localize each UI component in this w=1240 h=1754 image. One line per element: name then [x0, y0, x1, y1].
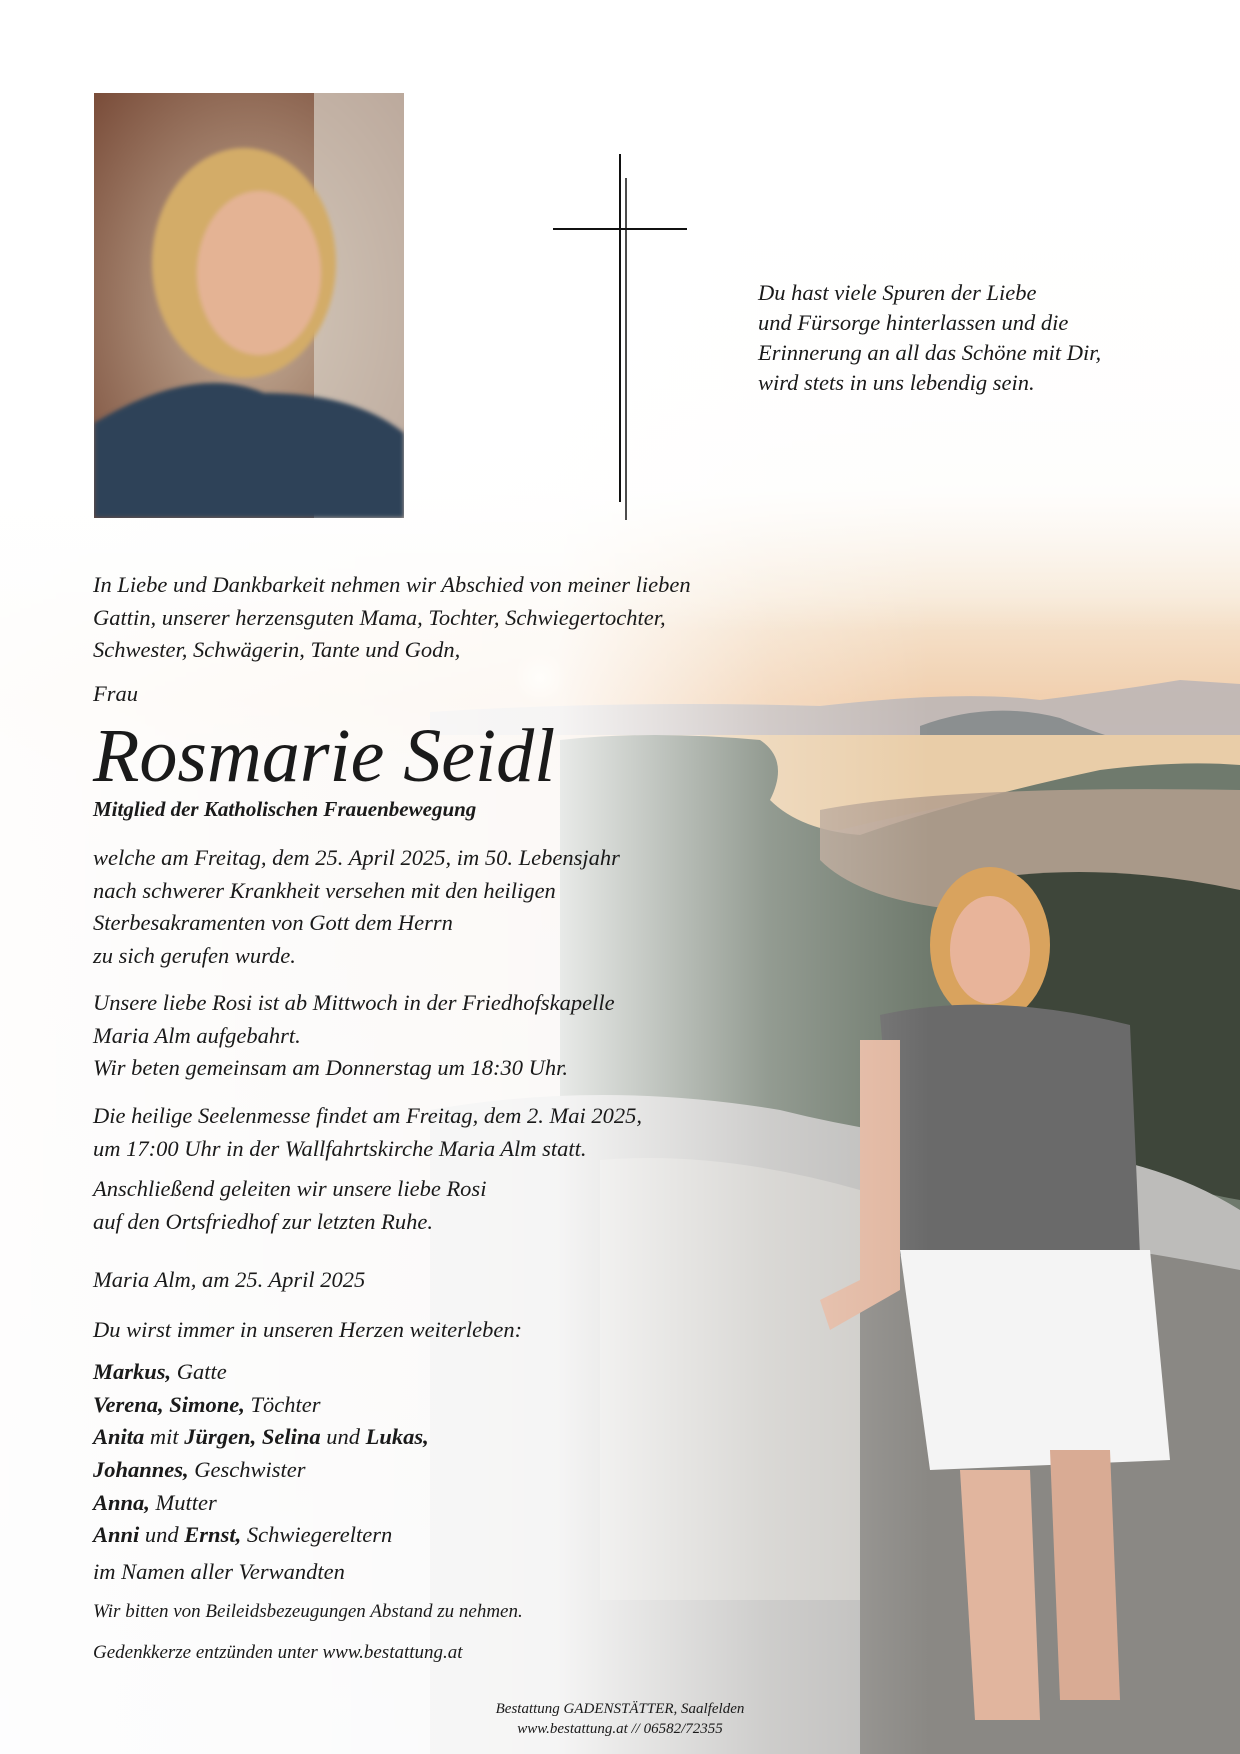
death-line: Sterbesakramenten von Gott dem Herrn: [93, 910, 453, 935]
mourner-name: Anna,: [93, 1489, 150, 1515]
death-line: zu sich gerufen wurde.: [93, 942, 296, 968]
mourner-name: Jürgen, Selina: [184, 1424, 321, 1450]
farewell-intro: [93, 569, 833, 667]
mourner-line: [93, 1487, 793, 1520]
intro-line: In Liebe und Dankbarkeit nehmen wir Abschied von meiner lieben: [93, 572, 691, 597]
mass-notice: [93, 1100, 793, 1165]
mourner-relation: Töchter: [244, 1391, 321, 1417]
burial-notice: [93, 1173, 793, 1238]
salutation: Frau: [93, 681, 138, 706]
viewing-line: Unsere liebe Rosi ist ab Mittwoch in der Friedhofskapelle: [93, 990, 615, 1015]
cross-icon: [550, 152, 690, 522]
membership-line: Mitglied der Katholischen Frauenbewegung: [93, 797, 477, 821]
burial-line: Anschließend geleiten wir unsere liebe Rosi: [93, 1176, 487, 1201]
death-notice: [93, 842, 793, 972]
viewing-line: Maria Alm aufgebahrt.: [93, 1022, 301, 1048]
death-line: nach schwerer Krankheit versehen mit den heiligen: [93, 877, 556, 903]
mourner-line: [93, 1454, 793, 1487]
mourner-connector: und: [320, 1424, 366, 1450]
mourner-connector: mit: [144, 1424, 185, 1450]
intro-line: Gattin, unserer herzensguten Mama, Tochter, Schwiegertochter,: [93, 604, 666, 630]
mass-line: Die heilige Seelenmesse findet am Freitag, dem 2. Mai 2025,: [93, 1103, 643, 1128]
burial-line: auf den Ortsfriedhof zur letzten Ruhe.: [93, 1208, 433, 1234]
mourner-line: [93, 1519, 793, 1552]
mourners-list: [93, 1356, 793, 1589]
mass-line: um 17:00 Uhr in der Wallfahrtskirche Maria Alm statt.: [93, 1135, 587, 1161]
mourner-connector: und: [139, 1522, 185, 1548]
mourner-relation: Geschwister: [188, 1457, 306, 1483]
verse-line: Du hast viele Spuren der Liebe: [758, 280, 1037, 305]
verse-line: Erinnerung an all das Schöne mit Dir,: [758, 340, 1102, 365]
footer-contact: www.bestattung.at // 06582/72355: [517, 1721, 723, 1737]
place-date: Maria Alm, am 25. April 2025: [93, 1267, 366, 1292]
mourner-line: im Namen aller Verwandten: [93, 1559, 345, 1585]
memorial-verse: [758, 278, 1178, 398]
mourner-line: [93, 1356, 793, 1389]
remembrance-line: Du wirst immer in unseren Herzen weiterleben:: [93, 1317, 523, 1342]
viewing-line: Wir beten gemeinsam am Donnerstag um 18:30 Uhr.: [93, 1055, 568, 1080]
viewing-notice: [93, 987, 793, 1085]
death-line: welche am Freitag, dem 25. April 2025, im 50. Lebensjahr: [93, 845, 620, 870]
mourner-relation: Schwiegereltern: [241, 1522, 393, 1548]
mourner-relation: Gatte: [171, 1359, 227, 1384]
footer-name: Bestattung GADENSTÄTTER, Saalfelden: [495, 1701, 745, 1717]
verse-line: und Fürsorge hinterlassen und die: [758, 310, 1069, 335]
mourner-name: Anni: [93, 1522, 140, 1548]
verse-line: wird stets in uns lebendig sein.: [758, 370, 1035, 395]
intro-line: Schwester, Schwägerin, Tante und Godn,: [93, 637, 461, 662]
mourner-name: Ernst,: [184, 1522, 242, 1548]
mourner-name: Johannes,: [93, 1457, 189, 1483]
deceased-name: Rosmarie Seidl: [93, 714, 556, 798]
condolence-note: Wir bitten von Beileidsbezeugungen Abstand zu nehmen.: [93, 1601, 523, 1622]
mourner-relation: Mutter: [149, 1489, 217, 1515]
mourner-name: Lukas,: [365, 1424, 429, 1450]
mourner-name: Markus,: [93, 1359, 172, 1384]
funeral-home-footer: [430, 1699, 810, 1739]
mourner-name: Anita: [93, 1424, 145, 1450]
portrait-photo: [94, 93, 404, 518]
mourner-line: [93, 1389, 793, 1422]
candle-note: Gedenkkerze entzünden unter www.bestattung.at: [93, 1642, 463, 1663]
mourner-line: [93, 1421, 793, 1454]
mourner-name: Verena, Simone,: [93, 1391, 245, 1417]
